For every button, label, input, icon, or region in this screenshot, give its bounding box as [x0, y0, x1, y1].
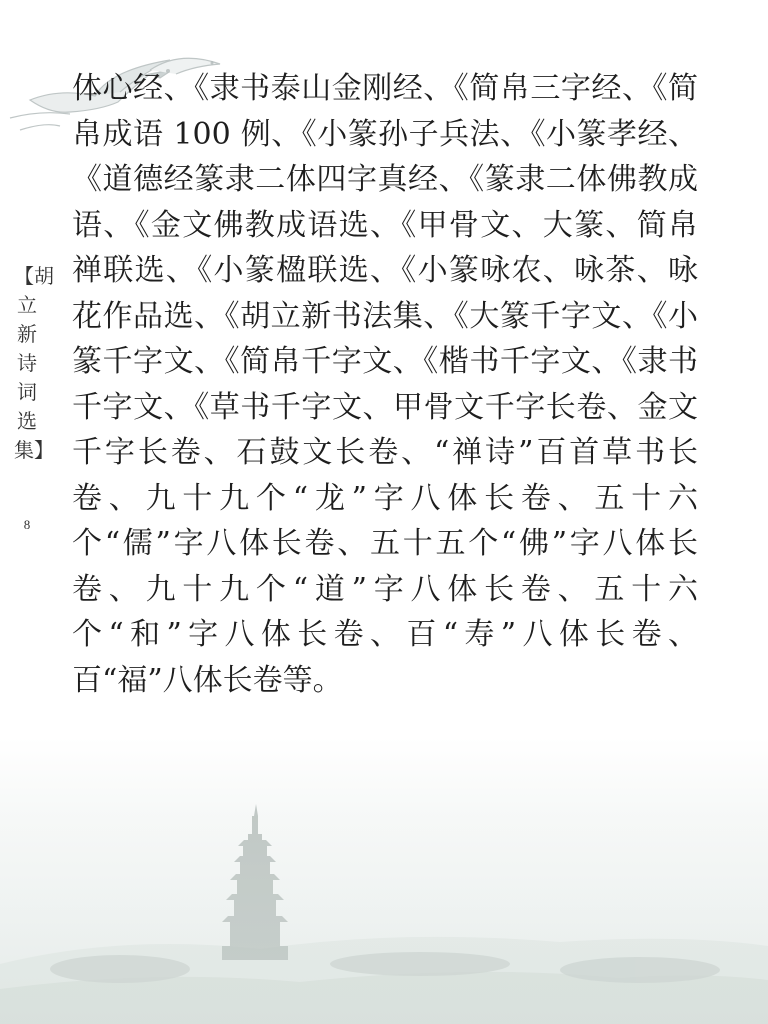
body-paragraph: 体心经、《隶书泰山金刚经、《简帛三字经、《简帛成语 100 例、《小篆孙子兵法、《小篆孝经、《道德经篆隶二体四字真经、《篆隶二体佛教成语、《金文佛教成语选、《甲骨文、大篆、简帛禅联选、《小篆楹联选、《小篆咏农、咏茶、咏花作品选、《胡立新书法集、《大篆千字文、《小篆千字文、《简帛千字文、《楷书千字文、《隶书千字文、《草书千字文、甲骨文千字长卷、金文千字长卷、石鼓文长卷、“禅诗”百首草书长卷、九十九个“龙”字八体长卷、五十六个“儒”字八体长卷、五十五个“佛”字八体长卷、九十九个“道”字八体长卷、五十六个“和”字八体长卷、百“寿”八体长卷、百“福”八体长卷等。 [72, 71, 698, 698]
book-title-vertical: 【胡立新诗词选集】 [14, 264, 54, 462]
misty-pagoda-landscape [0, 764, 768, 1024]
page-number: 8 [23, 517, 31, 532]
